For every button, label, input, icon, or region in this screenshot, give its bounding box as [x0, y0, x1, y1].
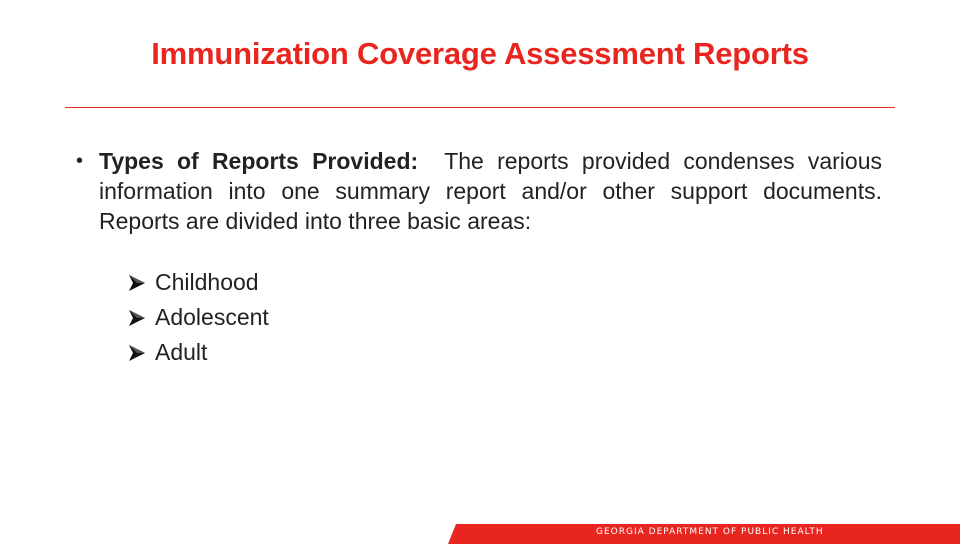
- title-divider: [65, 107, 895, 108]
- footer-organization: GEORGIA DEPARTMENT OF PUBLIC HEALTH: [596, 527, 824, 537]
- arrow-bullet-icon: [128, 274, 146, 292]
- bullet-heading: Types of Reports Provided:: [99, 148, 419, 174]
- list-item: [128, 335, 269, 370]
- bullet-body: The reports provided condenses various information into one summary report and/or other support documents. Reports are divided into three basic areas:: [99, 148, 895, 234]
- slide-title: Immunization Coverage Assessment Reports: [151, 36, 809, 71]
- report-areas-list: [128, 265, 269, 370]
- arrow-bullet-icon: [128, 309, 146, 327]
- list-item-label: Childhood: [155, 269, 259, 295]
- list-item: [128, 300, 269, 335]
- list-item-label: Adult: [155, 339, 208, 365]
- bullet-paragraph: [76, 146, 895, 236]
- arrow-bullet-icon: [128, 344, 146, 362]
- list-item-label: Adolescent: [155, 304, 269, 330]
- bullet-text: [99, 146, 895, 236]
- bullet-dot: •: [76, 150, 84, 172]
- list-item: [128, 265, 269, 300]
